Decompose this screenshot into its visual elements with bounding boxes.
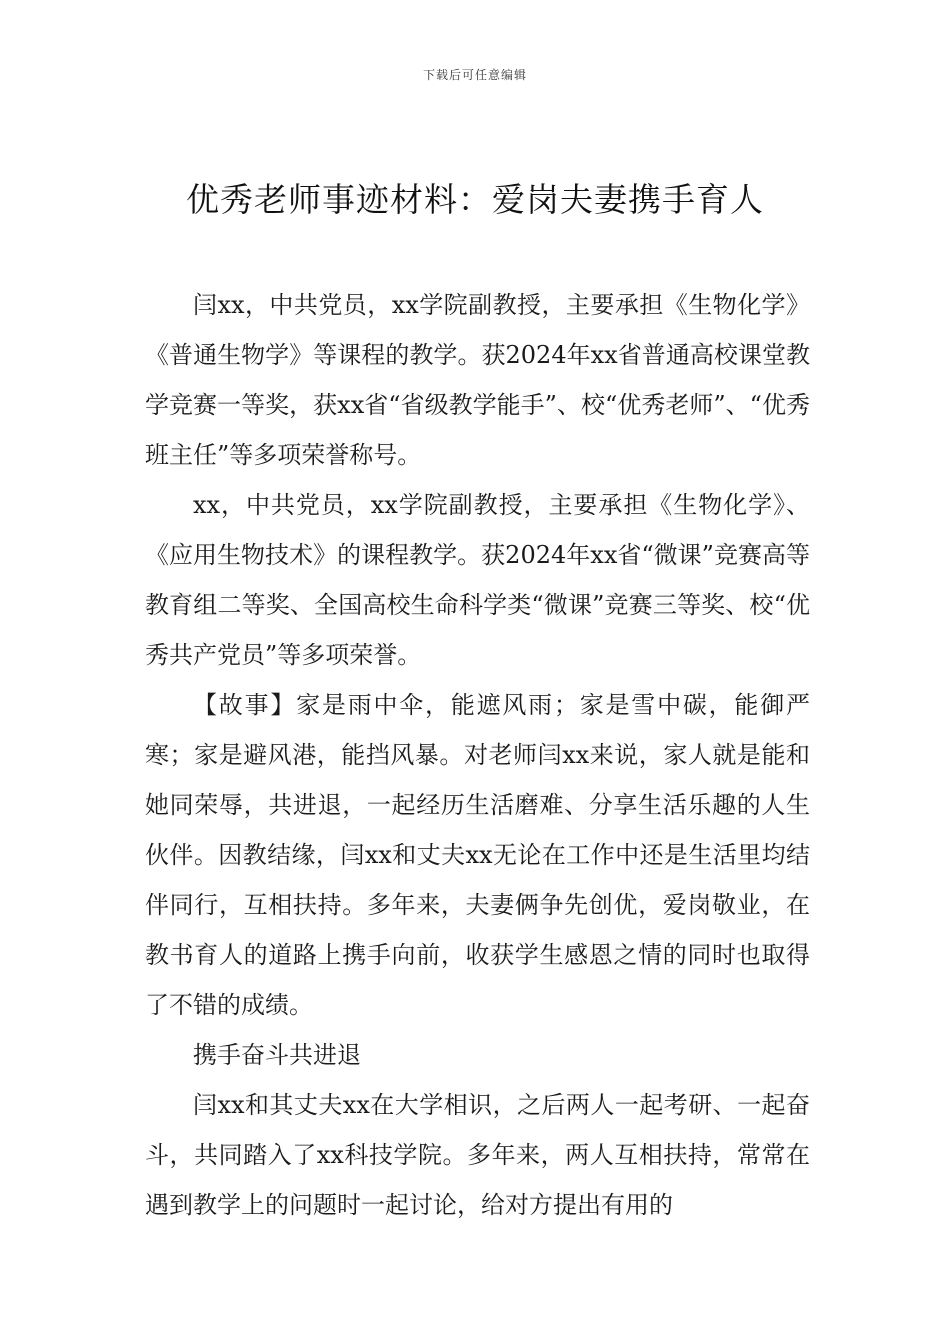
document-body — [145, 280, 810, 1230]
paragraph-story: 【故事】家是雨中伞，能遮风雨；家是雪中碳，能御严寒；家是避风港，能挡风暴。对老师闫xx来说，家人就是能和她同荣辱，共进退，一起经历生活磨难、分享生活乐趣的人生伙伴。因教结缘，闫xx和丈夫xx无论在工作中还是生活里均结伴同行，互相扶持。多年来，夫妻俩争先创优，爱岗敬业，在教书育人的道路上携手向前，收获学生感恩之情的同时也取得了不错的成绩。 — [145, 691, 810, 1019]
paragraph-profile-yan: 闫xx，中共党员，xx学院副教授，主要承担《生物化学》《普通生物学》等课程的教学。获2024年xx省普通高校课堂教学竞赛一等奖，获xx省“省级教学能手”、校“优秀老师”、“优秀班主任”等多项荣誉称号。 — [145, 291, 810, 469]
paragraph-section-body: 闫xx和其丈夫xx在大学相识，之后两人一起考研、一起奋斗，共同踏入了xx科技学院。多年来，两人互相扶持，常常在遇到教学上的问题时一起讨论，给对方提出有用的 — [145, 1091, 810, 1219]
header-note: 下载后可任意编辑 — [422, 68, 527, 82]
paragraph-profile-husband: xx，中共党员，xx学院副教授，主要承担《生物化学》、《应用生物技术》的课程教学。获2024年xx省“微课”竞赛高等教育组二等奖、全国高校生命科学类“微课”竞赛三等奖、校“优秀共产党员”等多项荣誉。 — [145, 491, 810, 669]
section-heading: 携手奋斗共进退 — [193, 1041, 361, 1069]
document-title: 优秀老师事迹材料：爱岗夫妻携手育人 — [186, 180, 764, 219]
